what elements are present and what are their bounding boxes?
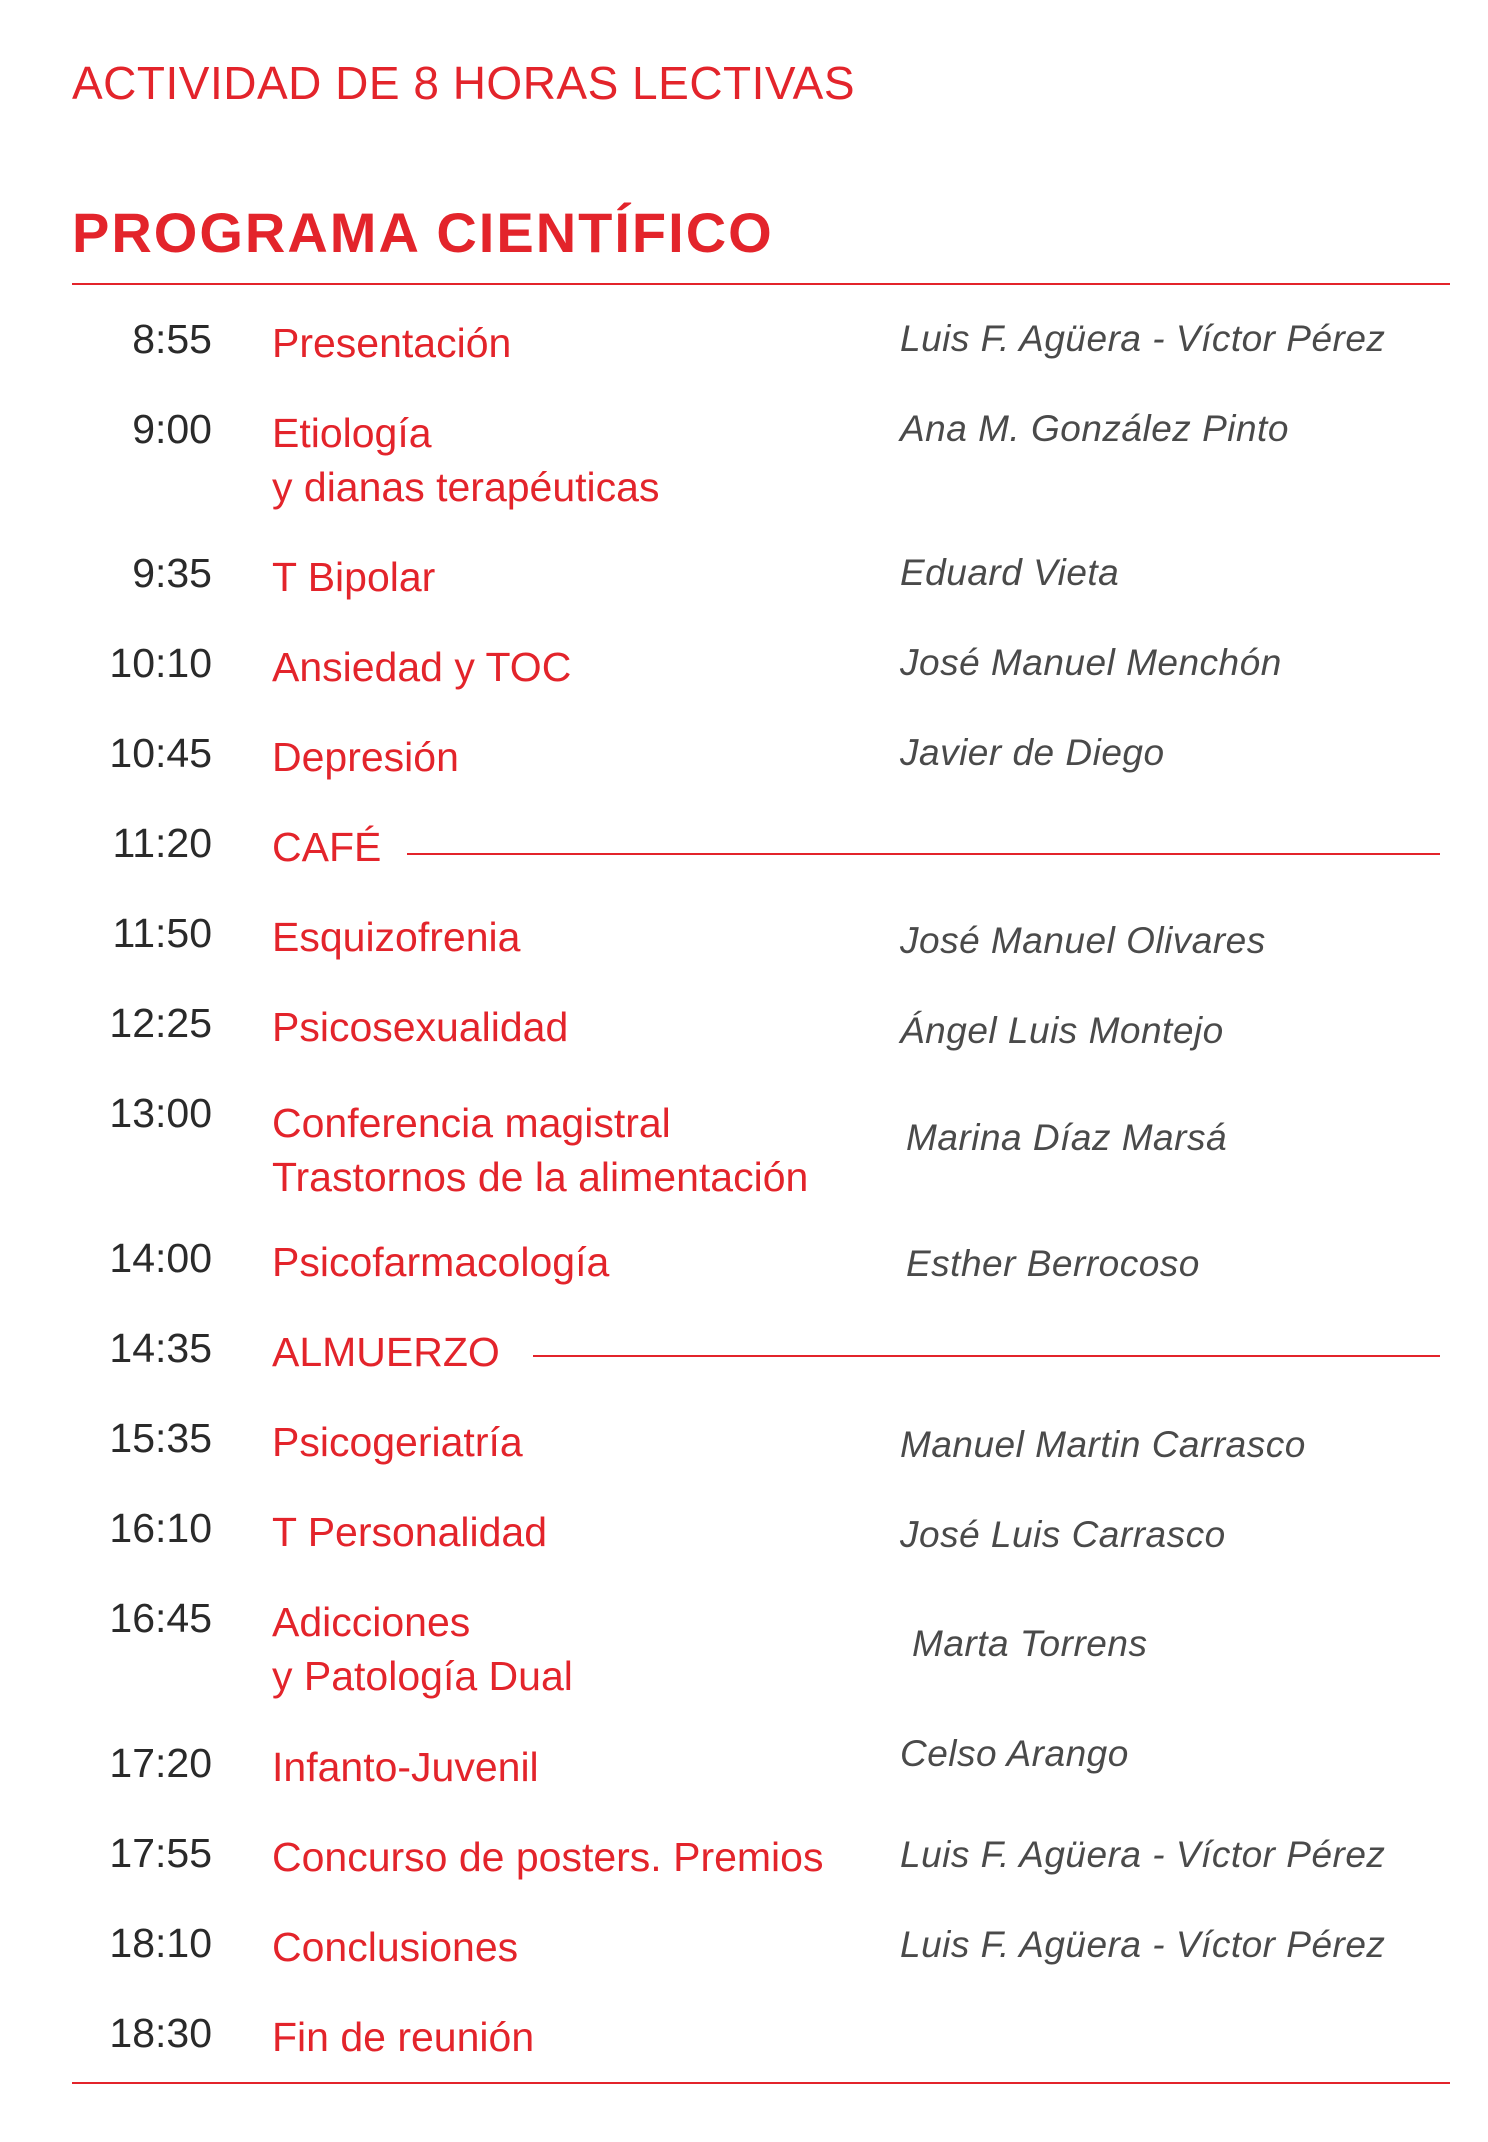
schedule-topic bbox=[272, 1740, 539, 1794]
schedule-time: 14:00 bbox=[109, 1235, 212, 1281]
break-divider bbox=[533, 1355, 1440, 1357]
top-divider bbox=[72, 283, 1450, 285]
schedule-topic bbox=[272, 316, 511, 370]
schedule-topic-line: Conclusiones bbox=[272, 1924, 519, 1970]
schedule-time: 11:20 bbox=[112, 820, 212, 866]
schedule-topic-line: ALMUERZO bbox=[272, 1329, 500, 1375]
schedule-time: 16:10 bbox=[109, 1505, 212, 1551]
schedule-speaker: Esther Berrocoso bbox=[906, 1243, 1200, 1284]
schedule-speaker: Marta Torrens bbox=[912, 1623, 1148, 1664]
schedule-time: 17:20 bbox=[109, 1740, 212, 1786]
schedule-topic-line: T Bipolar bbox=[272, 554, 436, 600]
schedule-time: 13:00 bbox=[109, 1090, 212, 1136]
schedule-time: 12:25 bbox=[109, 1000, 212, 1046]
schedule-time: 8:55 bbox=[132, 316, 212, 362]
page-header: ACTIVIDAD DE 8 HORAS LECTIVAS bbox=[72, 57, 856, 109]
schedule-topic bbox=[272, 1830, 823, 1884]
schedule-topic-line: T Personalidad bbox=[272, 1509, 548, 1555]
schedule-time: 15:35 bbox=[109, 1415, 212, 1461]
schedule-speaker: José Luis Carrasco bbox=[900, 1514, 1226, 1555]
schedule-topic-line: Depresión bbox=[272, 734, 459, 780]
schedule-topic-line: Ansiedad y TOC bbox=[272, 644, 572, 690]
schedule-topic-line: Psicogeriatría bbox=[272, 1419, 523, 1465]
break-divider bbox=[407, 853, 1440, 855]
schedule-topic-line: Presentación bbox=[272, 320, 512, 366]
schedule-speaker: Luis F. Agüera - Víctor Pérez bbox=[900, 1834, 1386, 1875]
schedule-topic bbox=[272, 1235, 609, 1289]
schedule-topic-line: Etiología bbox=[272, 410, 432, 456]
schedule-topic bbox=[272, 640, 571, 694]
schedule-topic bbox=[272, 1415, 523, 1469]
schedule-topic bbox=[272, 1920, 518, 1974]
schedule-time: 10:45 bbox=[109, 730, 212, 776]
schedule-time: 17:55 bbox=[109, 1830, 212, 1876]
schedule-topic bbox=[272, 1000, 568, 1054]
schedule-speaker: Luis F. Agüera - Víctor Pérez bbox=[900, 1924, 1386, 1965]
schedule-time: 18:10 bbox=[109, 1920, 212, 1966]
schedule-topic bbox=[272, 1096, 808, 1204]
schedule-topic-line: CAFÉ bbox=[272, 824, 382, 870]
break-label bbox=[272, 820, 381, 874]
schedule-time: 18:30 bbox=[109, 2010, 212, 2056]
schedule-topic bbox=[272, 550, 435, 604]
schedule-time: 10:10 bbox=[109, 640, 212, 686]
schedule-topic-line: Psicofarmacología bbox=[272, 1239, 610, 1285]
schedule-topic bbox=[272, 1505, 547, 1559]
schedule-speaker: Manuel Martin Carrasco bbox=[900, 1424, 1306, 1465]
schedule-topic bbox=[272, 1595, 573, 1703]
schedule-speaker: Celso Arango bbox=[900, 1733, 1129, 1774]
schedule-topic-line: y dianas terapéuticas bbox=[272, 464, 660, 510]
schedule-topic-line: Concurso de posters. Premios bbox=[272, 1834, 824, 1880]
schedule-topic-line: Adicciones bbox=[272, 1599, 471, 1645]
schedule-speaker: José Manuel Olivares bbox=[900, 920, 1266, 961]
program-title: PROGRAMA CIENTÍFICO bbox=[72, 201, 774, 264]
schedule-topic bbox=[272, 406, 659, 514]
schedule-topic-line: Conferencia magistral bbox=[272, 1100, 671, 1146]
schedule-topic-line: y Patología Dual bbox=[272, 1653, 573, 1699]
schedule-speaker: Luis F. Agüera - Víctor Pérez bbox=[900, 318, 1386, 359]
schedule-speaker: Ana M. González Pinto bbox=[900, 408, 1289, 449]
schedule-time: 9:35 bbox=[132, 550, 212, 596]
schedule-topic-line: Fin de reunión bbox=[272, 2014, 535, 2060]
schedule-topic-line: Psicosexualidad bbox=[272, 1004, 569, 1050]
schedule-time: 16:45 bbox=[109, 1595, 212, 1641]
bottom-divider bbox=[72, 2082, 1450, 2084]
schedule-speaker: Ángel Luis Montejo bbox=[900, 1010, 1224, 1051]
schedule-time: 11:50 bbox=[112, 910, 212, 956]
schedule-speaker: Javier de Diego bbox=[900, 732, 1165, 773]
schedule-speaker: Eduard Vieta bbox=[900, 552, 1120, 593]
schedule-topic bbox=[272, 2010, 534, 2064]
break-label bbox=[272, 1325, 500, 1379]
schedule-topic bbox=[272, 730, 459, 784]
schedule-time: 14:35 bbox=[109, 1325, 212, 1371]
schedule-topic bbox=[272, 910, 520, 964]
schedule-time: 9:00 bbox=[132, 406, 212, 452]
schedule-speaker: Marina Díaz Marsá bbox=[906, 1117, 1228, 1158]
schedule-topic-line: Infanto-Juvenil bbox=[272, 1744, 539, 1790]
schedule-topic-line: Trastornos de la alimentación bbox=[272, 1154, 809, 1200]
schedule-topic-line: Esquizofrenia bbox=[272, 914, 521, 960]
schedule-speaker: José Manuel Menchón bbox=[900, 642, 1282, 683]
